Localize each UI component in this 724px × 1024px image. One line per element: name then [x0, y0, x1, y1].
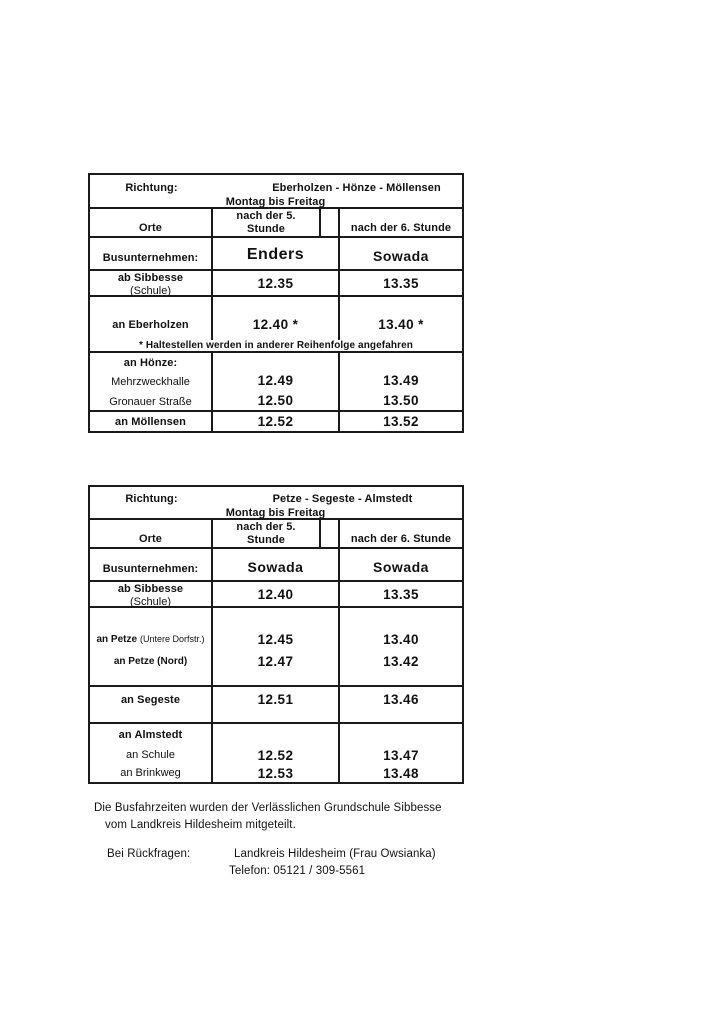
header-after-5th-line1: nach der 5.	[236, 520, 296, 533]
spacer	[340, 724, 462, 746]
stop-name: an Möllensen	[90, 412, 213, 431]
stop-name-main: an Petze	[96, 633, 138, 645]
stop-label-cell	[90, 724, 213, 782]
time-after-6th: 13.48	[383, 765, 419, 781]
direction-row	[90, 487, 462, 507]
footnote-text: * Haltestellen werden in anderer Reihenfolge angefahren	[139, 340, 413, 351]
header-after-5th-line2: Stunde	[247, 533, 285, 546]
time-after-5th: 12.35	[213, 271, 340, 295]
stop-label-cell	[90, 353, 213, 410]
contact-phone: Telefon: 05121 / 309-5561	[229, 865, 366, 877]
weekday-row	[90, 196, 462, 209]
header-after-5th-line1: nach der 5.	[236, 209, 296, 222]
column-header-row	[90, 520, 462, 549]
operator-col2: Sowada	[373, 248, 429, 264]
time-after-6th: 13.52	[383, 414, 419, 429]
stop-name-sub: (Untere Dorfstr.)	[140, 634, 205, 644]
row-an-eberholzen	[90, 297, 462, 340]
stop-name: Mehrzweckhalle	[111, 376, 190, 388]
stop-name-sub: (Schule)	[130, 284, 171, 297]
timetable-petze	[88, 485, 464, 784]
times-after-5th-cell	[213, 724, 340, 782]
contact-label: Bei Rückfragen:	[107, 848, 191, 860]
weekday-label: Montag bis Freitag	[225, 196, 326, 208]
contact-name: Landkreis Hildesheim (Frau Owsianka)	[234, 848, 436, 860]
operator-label: Busunternehmen:	[90, 238, 213, 269]
times-after-6th-cell	[340, 724, 462, 782]
header-after-5th	[213, 520, 321, 547]
stop-name: Gronauer Straße	[109, 396, 192, 408]
time-after-6th: 13.35	[383, 275, 419, 291]
stop-name: an Brinkweg	[120, 767, 181, 779]
time-after-6th: 13.50	[383, 392, 419, 408]
header-after-5th	[213, 209, 321, 236]
stop-name	[90, 628, 211, 650]
direction-value: Eberholzen - Hönze - Möllensen	[272, 182, 441, 194]
header-after-6th: nach der 6. Stunde	[350, 222, 452, 234]
time-after-5th: 12.40 *	[213, 297, 340, 340]
header-after-5th-line2: Stunde	[247, 222, 285, 235]
operator-col2: Sowada	[373, 559, 429, 575]
times-after-6th-cell	[340, 353, 462, 410]
stop-group-name: an Almstedt	[118, 729, 183, 741]
time-after-5th: 12.45	[257, 631, 294, 647]
row-an-almstedt-block	[90, 724, 462, 782]
time-after-5th: 12.53	[257, 765, 294, 781]
times-after-5th-cell	[213, 608, 340, 685]
times-after-5th-cell	[213, 353, 340, 410]
time-after-6th: 13.42	[383, 653, 419, 669]
header-spacer-cell	[321, 209, 340, 236]
time-after-6th: 13.46	[383, 692, 419, 707]
time-after-5th: 12.47	[257, 653, 294, 669]
time-after-5th: 12.50	[257, 392, 294, 408]
time-after-6th: 13.40	[383, 631, 419, 647]
operator-col1: Enders	[213, 238, 340, 269]
info-text-line1: Die Busfahrzeiten wurden der Verlässlichen Grundschule Sibbesse	[94, 802, 442, 814]
stop-name: an Eberholzen	[90, 297, 213, 340]
time-after-6th: 13.49	[383, 372, 419, 388]
direction-value: Petze - Segeste - Almstedt	[272, 493, 413, 505]
time-after-6th: 13.35	[383, 586, 419, 602]
weekday-row	[90, 507, 462, 520]
stop-label-cell	[90, 608, 213, 685]
direction-label: Richtung:	[125, 182, 178, 194]
header-orte: Orte	[90, 520, 213, 547]
stop-label-cell	[90, 271, 213, 295]
spacer	[340, 353, 462, 370]
time-after-5th: 12.49	[257, 372, 294, 388]
stop-name: an Segeste	[90, 687, 213, 722]
stop-group-name: an Hönze:	[123, 356, 178, 369]
row-ab-sibbesse	[90, 582, 462, 608]
stop-name-sub: (Schule)	[130, 595, 171, 608]
footnote-row	[90, 340, 462, 353]
stop-name: ab Sibbesse	[117, 582, 184, 595]
spacer	[90, 608, 211, 628]
header-orte: Orte	[90, 209, 213, 236]
row-ab-sibbesse	[90, 271, 462, 297]
times-after-6th-cell	[340, 608, 462, 685]
time-after-6th: 13.47	[383, 747, 419, 763]
header-spacer-cell	[321, 520, 340, 547]
spacer	[340, 608, 462, 628]
direction-row	[90, 175, 462, 196]
time-after-5th: 12.40	[213, 582, 340, 606]
column-header-row	[90, 209, 462, 238]
direction-label: Richtung:	[125, 493, 178, 505]
stop-name: an Petze (Nord)	[113, 655, 188, 667]
time-after-5th: 12.51	[213, 687, 340, 722]
timetable-eberholzen	[88, 173, 464, 433]
weekday-label: Montag bis Freitag	[225, 507, 326, 519]
time-after-6th: 13.40 *	[378, 317, 424, 332]
info-text-line2: vom Landkreis Hildesheim mitgeteilt.	[105, 819, 296, 831]
row-an-moellensen	[90, 412, 462, 431]
operator-label: Busunternehmen:	[90, 549, 213, 580]
stop-label-cell	[90, 582, 213, 606]
spacer	[213, 353, 338, 370]
header-after-6th: nach der 6. Stunde	[350, 533, 452, 545]
row-an-petze-block	[90, 608, 462, 687]
time-after-5th: 12.52	[213, 412, 340, 431]
spacer	[213, 724, 338, 746]
operator-row	[90, 549, 462, 582]
row-an-hoenze-block	[90, 353, 462, 412]
operator-row	[90, 238, 462, 271]
row-an-segeste	[90, 687, 462, 724]
stop-name: ab Sibbesse	[117, 271, 184, 284]
time-after-5th: 12.52	[257, 747, 294, 763]
operator-col1: Sowada	[213, 549, 340, 580]
stop-name: an Schule	[126, 749, 175, 761]
spacer	[213, 608, 338, 628]
